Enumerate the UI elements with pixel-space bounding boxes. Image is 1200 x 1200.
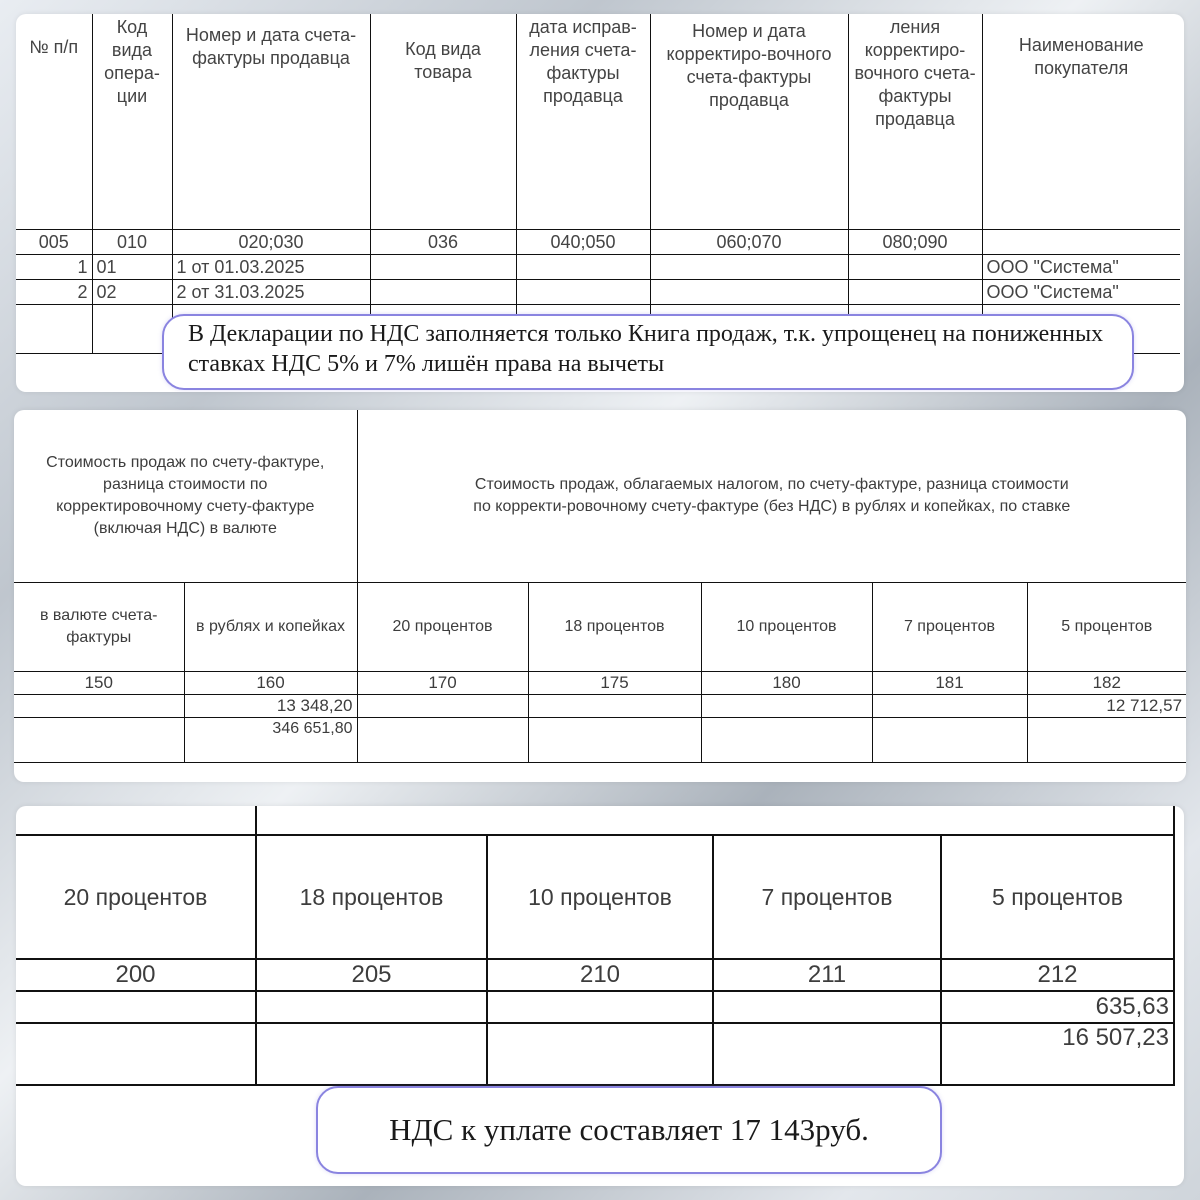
table-cell <box>848 280 982 305</box>
row-number: 1 <box>16 255 92 280</box>
table-cell <box>16 305 92 354</box>
table-cell <box>370 280 516 305</box>
table-row <box>16 1023 1174 1085</box>
table-cell <box>701 695 872 718</box>
code-cell: 150 <box>14 672 184 695</box>
header-cell: дата исправ-ления счета-фактуры продавца <box>516 14 650 230</box>
header-cell: 18 процентов <box>256 835 487 959</box>
table-cell <box>357 695 528 718</box>
table-row <box>16 280 1180 305</box>
header-row <box>16 14 1180 230</box>
vat-5-value: 16 507,23 <box>941 1023 1174 1085</box>
code-row <box>16 230 1180 255</box>
table-cell <box>487 1023 713 1085</box>
vat-amounts-panel <box>16 806 1184 1186</box>
table-cell <box>92 305 172 354</box>
rate-5-value: 12 712,57 <box>1027 695 1186 718</box>
header-cell: 20 процентов <box>357 583 528 672</box>
table-cell <box>872 718 1027 763</box>
table-cell <box>16 1023 256 1085</box>
header-row <box>14 583 1186 672</box>
table-cell <box>256 991 487 1023</box>
header-cell: 7 процентов <box>872 583 1027 672</box>
code-cell: 036 <box>370 230 516 255</box>
code-cell: 020;030 <box>172 230 370 255</box>
table-cell <box>516 280 650 305</box>
code-row <box>14 672 1186 695</box>
table-cell <box>357 718 528 763</box>
header-cell: Номер и дата счета-фактуры продавца <box>172 14 370 230</box>
header-cell: в рублях и копейках <box>184 583 357 672</box>
code-cell: 210 <box>487 959 713 991</box>
header-cell: 20 процентов <box>16 835 256 959</box>
table-row <box>16 255 1180 280</box>
vat-payable-note-text: НДС к уплате составляет 17 143руб. <box>389 1112 869 1147</box>
code-cell: 170 <box>357 672 528 695</box>
code-cell <box>982 230 1180 255</box>
header-cell: 10 процентов <box>487 835 713 959</box>
rubles-value: 346 651,80 <box>184 718 357 763</box>
header-cell: Код вида опера-ции <box>92 14 172 230</box>
header-cell: 18 процентов <box>528 583 701 672</box>
group-header-currency: Стоимость продаж по счету-фактуре, разница стоимости по корректировочному счету-фактуре (включая НДС) в валюте <box>14 410 357 583</box>
table-cell <box>713 991 941 1023</box>
code-cell: 211 <box>713 959 941 991</box>
table-cell <box>256 1023 487 1085</box>
sales-values-table <box>14 410 1186 763</box>
header-row <box>16 835 1174 959</box>
table-cell <box>528 695 701 718</box>
code-cell: 180 <box>701 672 872 695</box>
table-cell <box>14 718 184 763</box>
declaration-note <box>162 314 1134 390</box>
operation-code: 01 <box>92 255 172 280</box>
table-row <box>14 695 1186 718</box>
vat-payable-note <box>316 1086 942 1174</box>
code-cell: 005 <box>16 230 92 255</box>
table-cell <box>528 718 701 763</box>
group-header-row <box>14 410 1186 583</box>
header-cell: 5 процентов <box>941 835 1174 959</box>
invoice-number-date: 1 от 01.03.2025 <box>172 255 370 280</box>
code-cell: 200 <box>16 959 256 991</box>
code-cell: 205 <box>256 959 487 991</box>
top-border-row <box>16 806 1174 835</box>
table-cell <box>487 991 713 1023</box>
table-cell <box>650 280 848 305</box>
buyer-name: ООО "Система" <box>982 255 1180 280</box>
table-cell <box>256 806 1174 835</box>
header-cell: № п/п <box>16 14 92 230</box>
header-cell: Наименование покупателя <box>982 14 1180 230</box>
code-cell: 160 <box>184 672 357 695</box>
sales-book-panel <box>16 14 1184 392</box>
header-cell: Номер и дата корректиро-вочного счета-фактуры продавца <box>650 14 848 230</box>
code-row <box>16 959 1174 991</box>
table-cell <box>14 695 184 718</box>
table-cell <box>713 1023 941 1085</box>
table-cell <box>701 718 872 763</box>
header-cell: Код вида товара <box>370 14 516 230</box>
header-cell: 5 процентов <box>1027 583 1186 672</box>
code-cell: 060;070 <box>650 230 848 255</box>
code-cell: 181 <box>872 672 1027 695</box>
code-cell: 010 <box>92 230 172 255</box>
sales-book-table <box>16 14 1180 354</box>
sales-values-panel <box>14 410 1186 782</box>
code-cell: 175 <box>528 672 701 695</box>
group-header-taxable: Стоимость продаж, облагаемых налогом, по счету-фактуре, разница стоимости по корректи-ровочному счету-фактуре (без НДС) в рублях и копейках, по ставке <box>357 410 1186 583</box>
table-cell <box>370 255 516 280</box>
table-cell <box>1027 718 1186 763</box>
vat-5-value: 635,63 <box>941 991 1174 1023</box>
vat-amounts-table <box>16 806 1175 1086</box>
header-cell: ления корректиро-вочного счета-фактуры продавца <box>848 14 982 230</box>
row-number: 2 <box>16 280 92 305</box>
declaration-note-text: В Декларации по НДС заполняется только Книга продаж, т.к. упрощенец на пониженных ставках НДС 5% и 7% лишён права на вычеты <box>188 321 1104 377</box>
code-cell: 182 <box>1027 672 1186 695</box>
table-cell <box>16 991 256 1023</box>
header-cell: 10 процентов <box>701 583 872 672</box>
operation-code: 02 <box>92 280 172 305</box>
rubles-value: 13 348,20 <box>184 695 357 718</box>
table-cell <box>872 695 1027 718</box>
buyer-name: ООО "Система" <box>982 280 1180 305</box>
table-cell <box>16 806 256 835</box>
table-row <box>16 991 1174 1023</box>
table-cell <box>516 255 650 280</box>
header-cell: в валюте счета-фактуры <box>14 583 184 672</box>
table-cell <box>650 255 848 280</box>
table-row <box>14 718 1186 763</box>
code-cell: 040;050 <box>516 230 650 255</box>
header-cell: 7 процентов <box>713 835 941 959</box>
code-cell: 212 <box>941 959 1174 991</box>
code-cell: 080;090 <box>848 230 982 255</box>
invoice-number-date: 2 от 31.03.2025 <box>172 280 370 305</box>
table-cell <box>848 255 982 280</box>
